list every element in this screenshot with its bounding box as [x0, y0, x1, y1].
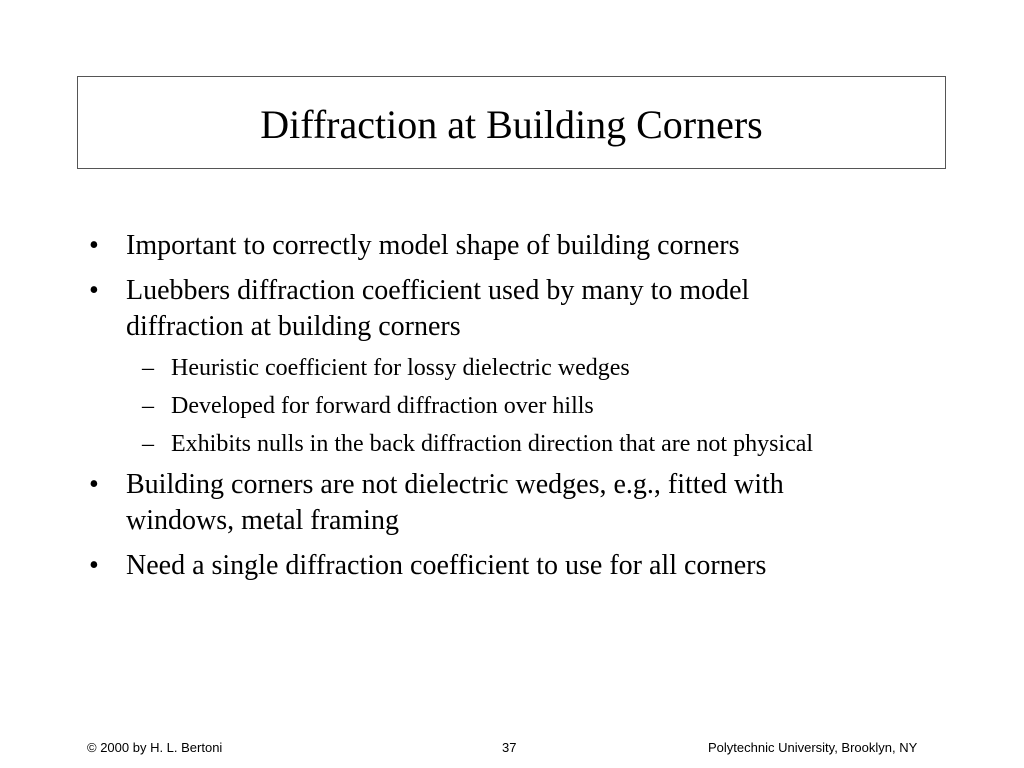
sub-bullet-item [142, 429, 814, 459]
bullet-text: windows, metal framing [126, 505, 399, 536]
sub-bullet-text: Heuristic coefficient for lossy dielectric wedges [171, 355, 630, 381]
bullet-continuation [126, 309, 461, 345]
bullet-item [89, 467, 784, 503]
sub-bullet-mark: – [142, 431, 154, 457]
sub-bullet-item [142, 391, 594, 421]
footer-copyright: © 2000 by H. L. Bertoni [87, 740, 223, 755]
footer-institution: Polytechnic University, Brooklyn, NY [708, 740, 918, 755]
bullet-item [89, 548, 767, 584]
bullet-item [89, 228, 740, 264]
sub-bullet-mark: – [142, 393, 154, 419]
sub-bullet-text: Developed for forward diffraction over hills [171, 393, 594, 419]
slide-title: Diffraction at Building Corners [260, 101, 763, 147]
bullet-text: Building corners are not dielectric wedges, e.g., fitted with [126, 469, 784, 500]
bullet-continuation [126, 503, 399, 539]
sub-bullet-mark: – [142, 355, 154, 381]
sub-bullet-text: Exhibits nulls in the back diffraction direction that are not physical [171, 431, 814, 457]
bullet-text: Need a single diffraction coefficient to use for all corners [126, 550, 767, 581]
bullet-text: diffraction at building corners [126, 311, 461, 342]
bullet-mark: • [89, 469, 99, 500]
bullet-text: Luebbers diffraction coefficient used by many to model [126, 275, 750, 306]
bullet-mark: • [89, 275, 99, 306]
bullet-item [89, 273, 750, 309]
sub-bullet-item [142, 353, 630, 383]
footer-page-number: 37 [502, 740, 517, 755]
bullet-mark: • [89, 550, 99, 581]
bullet-text: Important to correctly model shape of building corners [126, 230, 740, 261]
bullet-mark: • [89, 230, 99, 261]
